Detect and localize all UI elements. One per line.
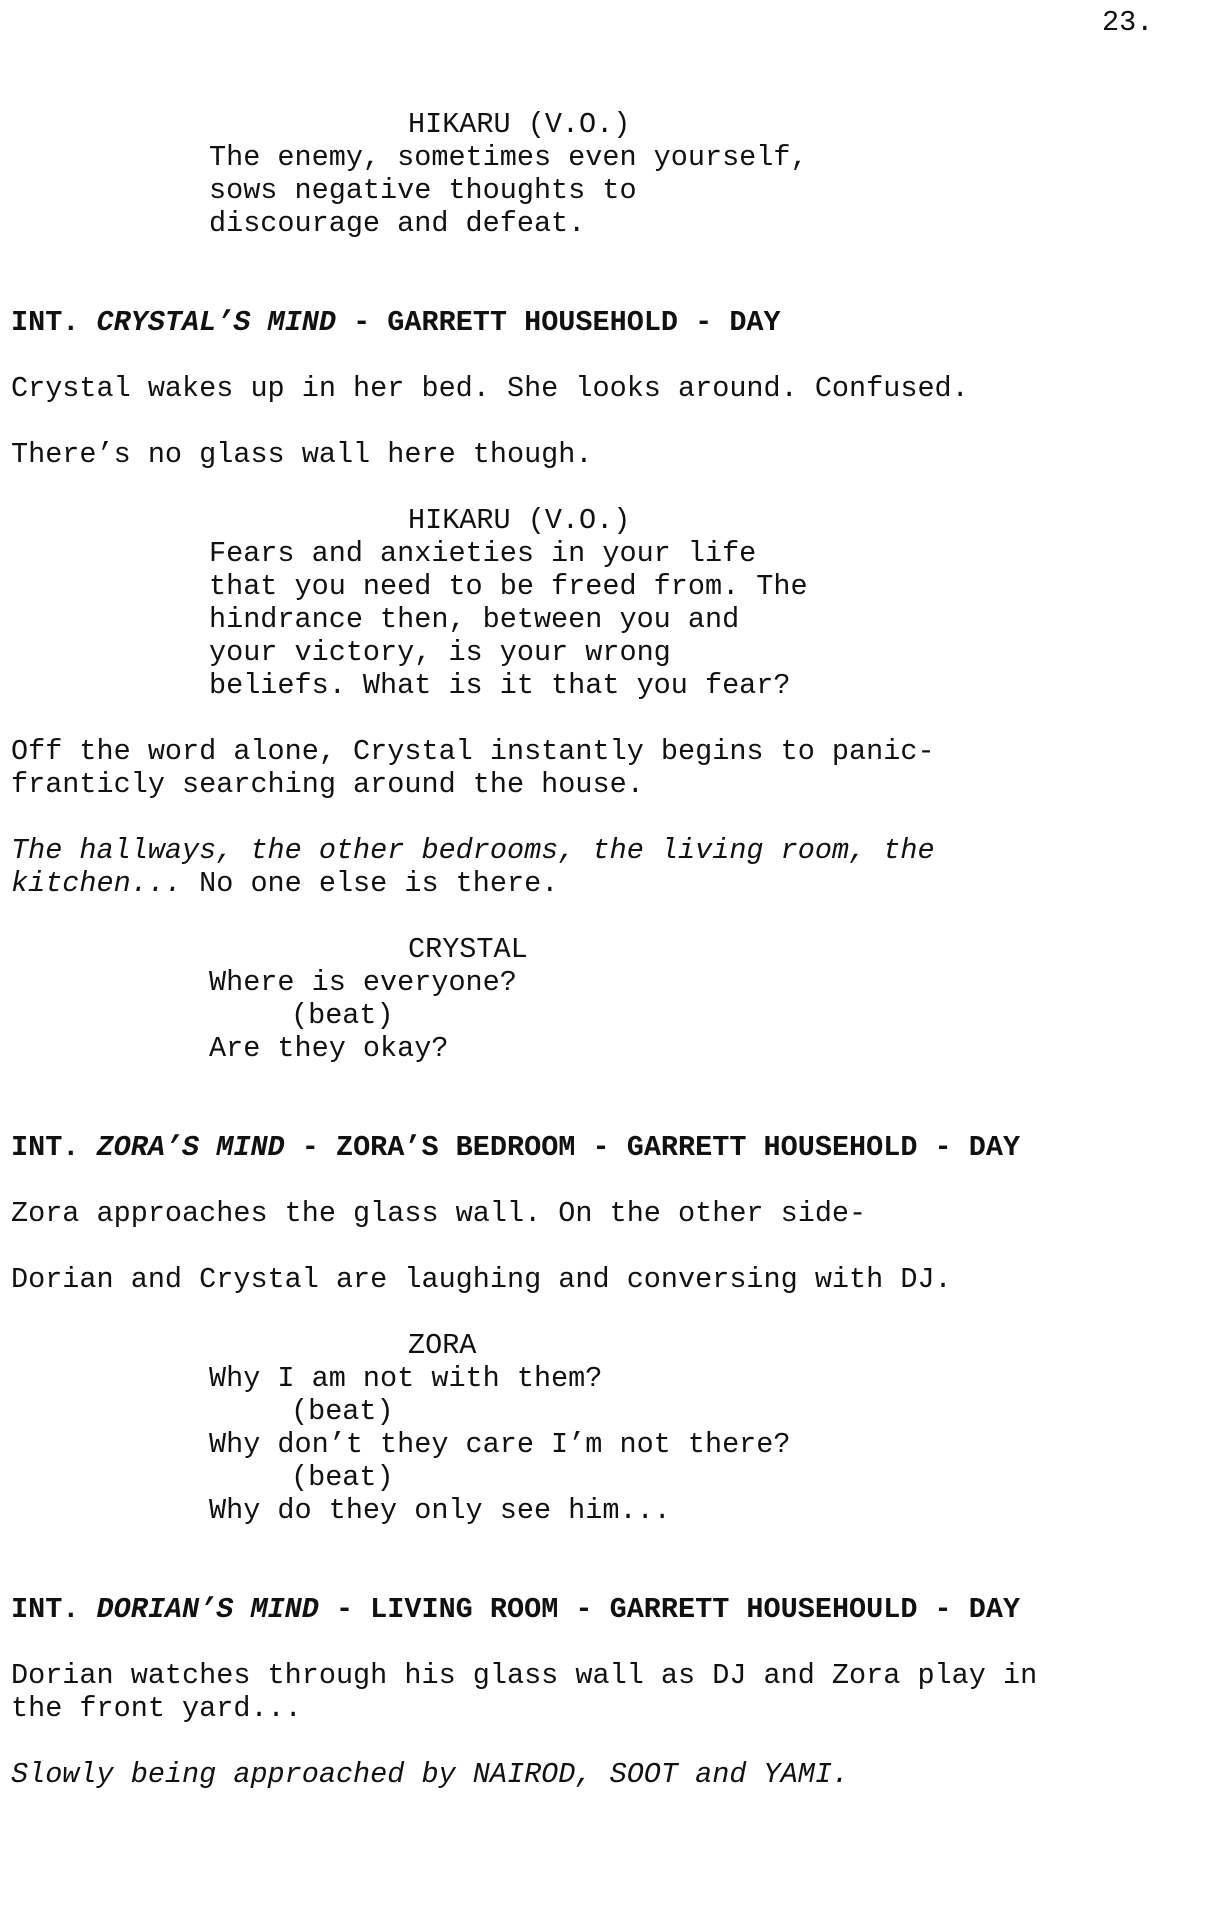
action-line: franticly searching around the house. [11, 768, 644, 801]
action-line [11, 867, 558, 900]
action-italic: Slowly being approached by NAIROD, SOOT and YAMI. [11, 1758, 850, 1791]
action-line: Crystal wakes up in her bed. She looks around. Confused. [11, 372, 969, 405]
scene-heading-prefix: INT. [11, 1593, 97, 1626]
dialogue-line: The enemy, sometimes even yourself, [209, 141, 808, 174]
dialogue-line: hindrance then, between you and [209, 603, 740, 636]
dialogue-line: Where is everyone? [209, 966, 517, 999]
character-name: ZORA [408, 1329, 477, 1362]
scene-heading-prefix: INT. [11, 1131, 97, 1164]
dialogue-line: Why don’t they care I’m not there? [209, 1428, 791, 1461]
action-italic: kitchen... [11, 867, 183, 900]
action-line [11, 834, 935, 867]
scene-heading-rest: - ZORA’S BEDROOM - GARRETT HOUSEHOLD - DAY [284, 1131, 1021, 1164]
page-number: 23. [1102, 6, 1154, 39]
scene-heading [11, 306, 781, 339]
dialogue-line: Fears and anxieties in your life [209, 537, 757, 570]
character-name: HIKARU (V.O.) [408, 108, 631, 141]
parenthetical: (beat) [291, 1395, 394, 1428]
dialogue-line: Why do they only see him... [209, 1494, 671, 1527]
scene-heading-location: CRYSTAL’S MIND [96, 306, 336, 339]
action-line: the front yard... [11, 1692, 302, 1725]
action-line: Dorian watches through his glass wall as DJ and Zora play in [11, 1659, 1038, 1692]
action-line: Off the word alone, Crystal instantly begins to panic- [11, 735, 935, 768]
action-line: Dorian and Crystal are laughing and conversing with DJ. [11, 1263, 952, 1296]
action-italic: The hallways, the other bedrooms, the living room, the [11, 834, 935, 867]
dialogue-line: Why I am not with them? [209, 1362, 603, 1395]
dialogue-line: discourage and defeat. [209, 207, 586, 240]
dialogue-line: sows negative thoughts to [209, 174, 637, 207]
parenthetical: (beat) [291, 1461, 394, 1494]
scene-heading-rest: - LIVING ROOM - GARRETT HOUSEHOULD - DAY [318, 1593, 1021, 1626]
scene-heading [11, 1593, 1020, 1626]
dialogue-line: your victory, is your wrong [209, 636, 671, 669]
scene-heading-location: DORIAN’S MIND [96, 1593, 319, 1626]
dialogue-line: that you need to be freed from. The [209, 570, 808, 603]
scene-heading [11, 1131, 1020, 1164]
character-name: HIKARU (V.O.) [408, 504, 631, 537]
dialogue-line: Are they okay? [209, 1032, 449, 1065]
action-text: No one else is there. [182, 867, 559, 900]
scene-heading-location: ZORA’S MIND [96, 1131, 285, 1164]
parenthetical: (beat) [291, 999, 394, 1032]
action-line: There’s no glass wall here though. [11, 438, 593, 471]
scene-heading-prefix: INT. [11, 306, 97, 339]
scene-heading-rest: - GARRETT HOUSEHOLD - DAY [335, 306, 781, 339]
action-line: Zora approaches the glass wall. On the other side- [11, 1197, 867, 1230]
dialogue-line: beliefs. What is it that you fear? [209, 669, 791, 702]
action-line [11, 1758, 849, 1791]
character-name: CRYSTAL [408, 933, 528, 966]
